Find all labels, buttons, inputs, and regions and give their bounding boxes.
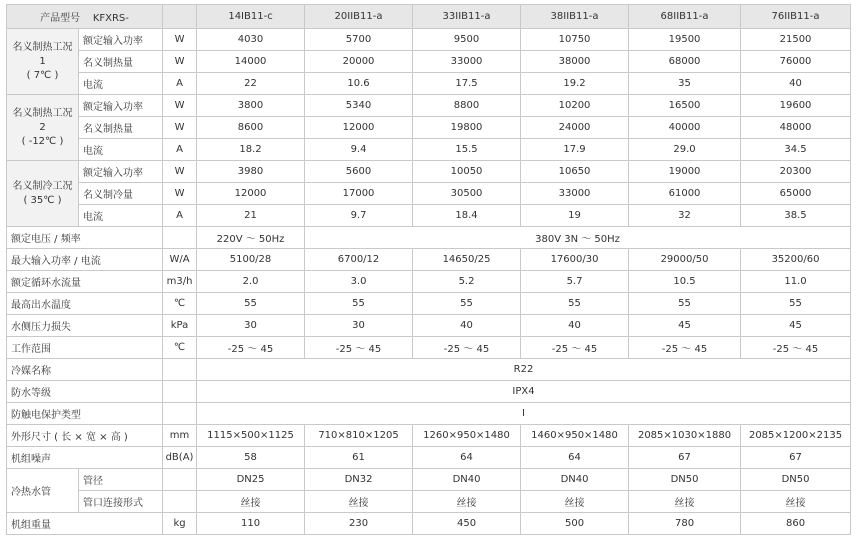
value-cell: 19	[521, 205, 629, 227]
model-header: 76IIB11-a	[741, 5, 851, 29]
value-cell: 22	[197, 73, 305, 95]
row-label: 名义制热量	[79, 51, 163, 73]
value-cell: 68000	[629, 51, 741, 73]
value-cell: 110	[197, 513, 305, 535]
row-unit: W	[163, 161, 197, 183]
row-unit: W	[163, 117, 197, 139]
group-title: 名义制热工况 1	[12, 41, 73, 67]
value-cell: 21500	[741, 29, 851, 51]
value-cell: 1115×500×1125	[197, 425, 305, 447]
value-cell: 5700	[305, 29, 413, 51]
value-cell: 1460×950×1480	[521, 425, 629, 447]
value-cell: DN40	[413, 469, 521, 491]
value-cell: 11.0	[741, 271, 851, 293]
value-cell: DN32	[305, 469, 413, 491]
value-cell: 17600/30	[521, 249, 629, 271]
row-label: 额定电压 / 频率	[7, 227, 163, 249]
value-cell: 5.2	[413, 271, 521, 293]
value-cell: 17.9	[521, 139, 629, 161]
series-prefix: KFXRS-	[92, 13, 129, 24]
spec-row	[7, 139, 851, 161]
row-unit: ℃	[163, 293, 197, 315]
row-label: 电流	[79, 73, 163, 95]
group-heating-7	[7, 29, 79, 95]
value-cell: 19800	[413, 117, 521, 139]
value-cell: DN50	[629, 469, 741, 491]
spec-row	[7, 513, 851, 535]
spec-row	[7, 293, 851, 315]
value-cell: 5340	[305, 95, 413, 117]
row-label: 额定输入功率	[79, 29, 163, 51]
row-label: 工作范围	[7, 337, 163, 359]
spec-row	[7, 315, 851, 337]
value-cell: 8600	[197, 117, 305, 139]
row-label: 额定输入功率	[79, 161, 163, 183]
value-cell: 3800	[197, 95, 305, 117]
value-cell: 40000	[629, 117, 741, 139]
row-label: 水侧压力损失	[7, 315, 163, 337]
model-header: 14IB11-c	[197, 5, 305, 29]
value-cell: 18.4	[413, 205, 521, 227]
value-cell: 19000	[629, 161, 741, 183]
value-cell: 450	[413, 513, 521, 535]
value-cell-merged: R22	[197, 359, 851, 381]
value-cell: 220V ～ 50Hz	[197, 227, 305, 249]
group-title: 名义制冷工况	[12, 180, 73, 192]
value-cell: 34.5	[741, 139, 851, 161]
value-cell: 10050	[413, 161, 521, 183]
row-unit	[163, 381, 197, 403]
value-cell: 14000	[197, 51, 305, 73]
spec-row	[7, 205, 851, 227]
group-title: 名义制热工况 2	[12, 107, 73, 133]
group-heating-minus12	[7, 95, 79, 161]
value-cell: 61	[305, 447, 413, 469]
value-cell: 15.5	[413, 139, 521, 161]
spec-row	[7, 425, 851, 447]
value-cell: 丝接	[741, 491, 851, 513]
row-label: 电流	[79, 139, 163, 161]
value-cell: 65000	[741, 183, 851, 205]
value-cell-merged: 380V 3N ～ 50Hz	[305, 227, 851, 249]
row-label: 名义制热量	[79, 117, 163, 139]
spec-row	[7, 271, 851, 293]
value-cell: 16500	[629, 95, 741, 117]
value-cell: 12000	[305, 117, 413, 139]
value-cell: 20000	[305, 51, 413, 73]
row-unit: W	[163, 183, 197, 205]
row-label: 外形尺寸 ( 长 × 宽 × 高 )	[7, 425, 163, 447]
spec-row	[7, 95, 851, 117]
value-cell: 丝接	[521, 491, 629, 513]
value-cell: 24000	[521, 117, 629, 139]
spec-table	[6, 4, 851, 535]
value-cell: 780	[629, 513, 741, 535]
value-cell: 45	[741, 315, 851, 337]
spec-row	[7, 73, 851, 95]
value-cell: 10.5	[629, 271, 741, 293]
value-cell-merged: IPX4	[197, 381, 851, 403]
value-cell: 860	[741, 513, 851, 535]
row-label: 管径	[79, 469, 163, 491]
product-model-label: 产品型号	[40, 13, 81, 24]
header-title-cell	[7, 5, 163, 29]
value-cell: 丝接	[413, 491, 521, 513]
value-cell: 4030	[197, 29, 305, 51]
model-header: 33IIB11-a	[413, 5, 521, 29]
spec-row	[7, 29, 851, 51]
spec-row	[7, 491, 851, 513]
value-cell: 14650/25	[413, 249, 521, 271]
spec-row	[7, 337, 851, 359]
row-unit	[163, 491, 197, 513]
value-cell: 19500	[629, 29, 741, 51]
row-unit: W	[163, 29, 197, 51]
value-cell: 45	[629, 315, 741, 337]
value-cell: 17.5	[413, 73, 521, 95]
value-cell: 55	[305, 293, 413, 315]
value-cell: 5100/28	[197, 249, 305, 271]
value-cell: 67	[741, 447, 851, 469]
value-cell: 55	[413, 293, 521, 315]
value-cell: -25 ～ 45	[413, 337, 521, 359]
value-cell: 55	[629, 293, 741, 315]
model-header: 68IIB11-a	[629, 5, 741, 29]
group-subtitle: ( 35℃ )	[23, 194, 62, 206]
value-cell: 35200/60	[741, 249, 851, 271]
group-cooling-35	[7, 161, 79, 227]
value-cell: 19.2	[521, 73, 629, 95]
value-cell: 30500	[413, 183, 521, 205]
value-cell: 9.7	[305, 205, 413, 227]
value-cell: 12000	[197, 183, 305, 205]
value-cell: 9.4	[305, 139, 413, 161]
spec-row	[7, 403, 851, 425]
header-unit-cell	[163, 5, 197, 29]
value-cell: 6700/12	[305, 249, 413, 271]
row-label: 最高出水温度	[7, 293, 163, 315]
row-unit	[163, 403, 197, 425]
value-cell: 21	[197, 205, 305, 227]
group-subtitle: ( -12℃ )	[21, 135, 64, 147]
value-cell: 67	[629, 447, 741, 469]
value-cell: 33000	[413, 51, 521, 73]
spec-row	[7, 359, 851, 381]
model-header: 38IIB11-a	[521, 5, 629, 29]
group-pipe: 冷热水管	[7, 469, 79, 513]
row-unit	[163, 359, 197, 381]
spec-row	[7, 249, 851, 271]
row-label: 防触电保护类型	[7, 403, 163, 425]
value-cell: 29.0	[629, 139, 741, 161]
spec-table-body	[7, 5, 851, 535]
value-cell: 40	[521, 315, 629, 337]
value-cell: -25 ～ 45	[741, 337, 851, 359]
value-cell: -25 ～ 45	[521, 337, 629, 359]
value-cell: 2085×1200×2135	[741, 425, 851, 447]
value-cell: 64	[521, 447, 629, 469]
value-cell: 61000	[629, 183, 741, 205]
row-unit: A	[163, 139, 197, 161]
value-cell: 35	[629, 73, 741, 95]
value-cell: 40	[741, 73, 851, 95]
value-cell: 710×810×1205	[305, 425, 413, 447]
row-unit	[163, 227, 197, 249]
row-label: 电流	[79, 205, 163, 227]
value-cell: 丝接	[197, 491, 305, 513]
value-cell: 10200	[521, 95, 629, 117]
value-cell: 18.2	[197, 139, 305, 161]
value-cell: 17000	[305, 183, 413, 205]
row-unit: dB(A)	[163, 447, 197, 469]
value-cell: 5600	[305, 161, 413, 183]
value-cell: 58	[197, 447, 305, 469]
value-cell: 1260×950×1480	[413, 425, 521, 447]
value-cell: 2.0	[197, 271, 305, 293]
row-unit: A	[163, 73, 197, 95]
row-label: 防水等级	[7, 381, 163, 403]
row-label: 冷媒名称	[7, 359, 163, 381]
row-label: 机组重量	[7, 513, 163, 535]
value-cell: 5.7	[521, 271, 629, 293]
value-cell: 55	[741, 293, 851, 315]
spec-row	[7, 227, 851, 249]
spec-row	[7, 381, 851, 403]
value-cell: 76000	[741, 51, 851, 73]
value-cell: 230	[305, 513, 413, 535]
row-label: 名义制冷量	[79, 183, 163, 205]
value-cell: 丝接	[629, 491, 741, 513]
value-cell: 2085×1030×1880	[629, 425, 741, 447]
value-cell: 33000	[521, 183, 629, 205]
value-cell: 48000	[741, 117, 851, 139]
spec-row	[7, 447, 851, 469]
header-row	[7, 5, 851, 29]
row-label: 机组噪声	[7, 447, 163, 469]
spec-row	[7, 51, 851, 73]
value-cell: DN50	[741, 469, 851, 491]
spec-row	[7, 117, 851, 139]
value-cell: DN40	[521, 469, 629, 491]
model-header: 20IIB11-a	[305, 5, 413, 29]
value-cell: 10650	[521, 161, 629, 183]
row-unit: W	[163, 95, 197, 117]
value-cell: 3.0	[305, 271, 413, 293]
value-cell: 55	[197, 293, 305, 315]
group-subtitle: ( 7℃ )	[26, 69, 59, 81]
value-cell: 30	[305, 315, 413, 337]
value-cell: 19600	[741, 95, 851, 117]
spec-row	[7, 183, 851, 205]
row-label: 额定循环水流量	[7, 271, 163, 293]
value-cell: 38.5	[741, 205, 851, 227]
value-cell: DN25	[197, 469, 305, 491]
value-cell: 10750	[521, 29, 629, 51]
value-cell: -25 ～ 45	[305, 337, 413, 359]
value-cell: -25 ～ 45	[629, 337, 741, 359]
row-unit: W/A	[163, 249, 197, 271]
value-cell: 20300	[741, 161, 851, 183]
value-cell: 丝接	[305, 491, 413, 513]
value-cell-merged: I	[197, 403, 851, 425]
value-cell: 3980	[197, 161, 305, 183]
value-cell: 8800	[413, 95, 521, 117]
value-cell: 40	[413, 315, 521, 337]
row-unit: kg	[163, 513, 197, 535]
value-cell: 10.6	[305, 73, 413, 95]
value-cell: 9500	[413, 29, 521, 51]
value-cell: 29000/50	[629, 249, 741, 271]
spec-row	[7, 161, 851, 183]
row-unit: W	[163, 51, 197, 73]
row-unit	[163, 469, 197, 491]
row-unit: kPa	[163, 315, 197, 337]
row-unit: A	[163, 205, 197, 227]
row-label: 最大输入功率 / 电流	[7, 249, 163, 271]
value-cell: 500	[521, 513, 629, 535]
row-unit: mm	[163, 425, 197, 447]
row-unit: ℃	[163, 337, 197, 359]
row-label: 管口连接形式	[79, 491, 163, 513]
value-cell: 32	[629, 205, 741, 227]
value-cell: 38000	[521, 51, 629, 73]
value-cell: 64	[413, 447, 521, 469]
value-cell: 55	[521, 293, 629, 315]
spec-row	[7, 469, 851, 491]
row-unit: m3/h	[163, 271, 197, 293]
row-label: 额定输入功率	[79, 95, 163, 117]
value-cell: -25 ～ 45	[197, 337, 305, 359]
value-cell: 30	[197, 315, 305, 337]
